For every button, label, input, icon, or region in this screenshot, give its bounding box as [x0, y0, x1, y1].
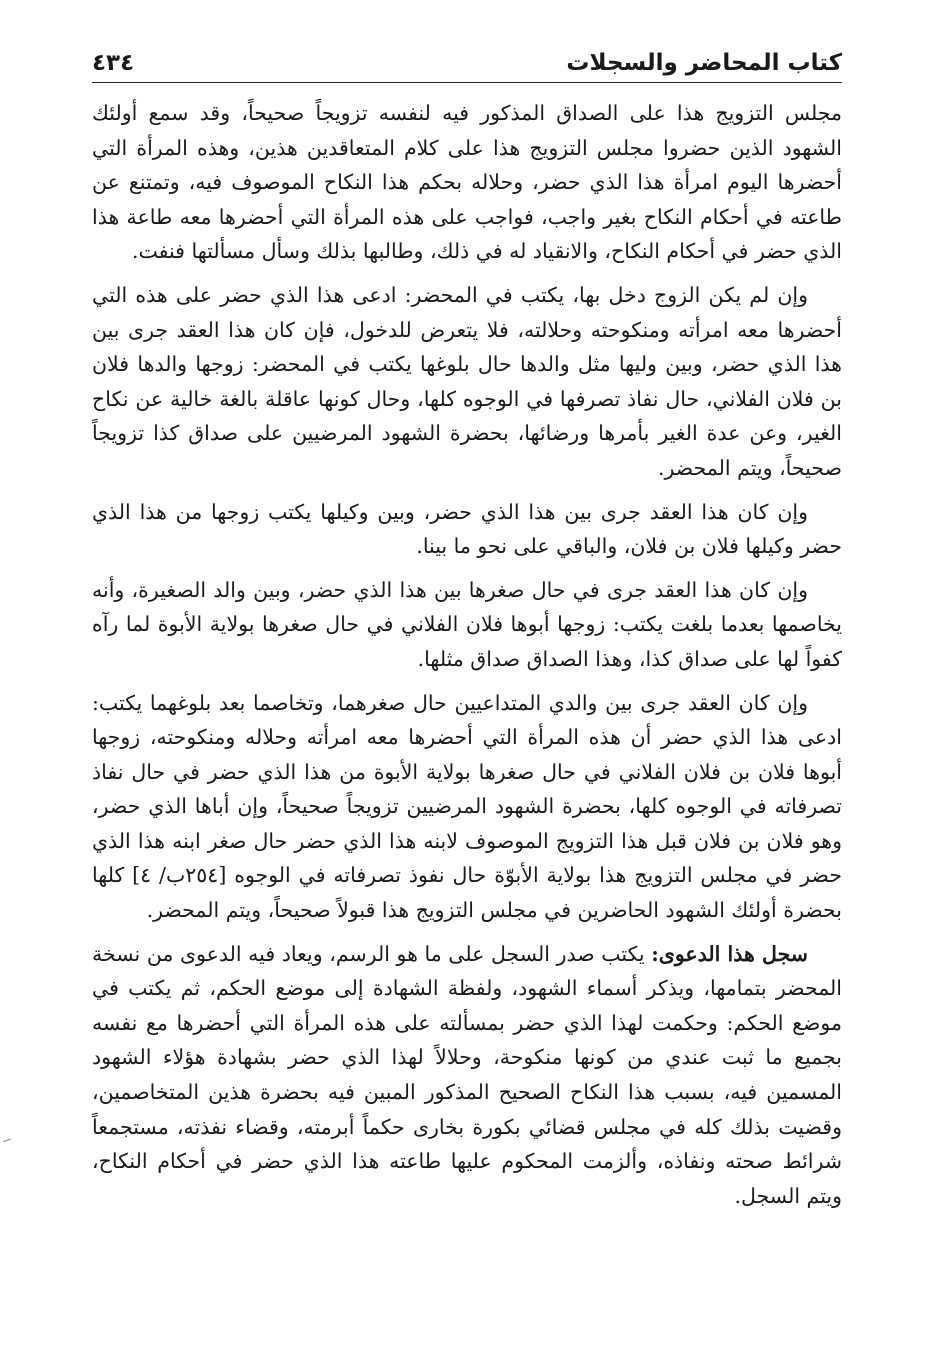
- section-lead-heading: سجل هذا الدعوى:: [651, 941, 808, 966]
- margin-mark: [1, 1133, 11, 1142]
- paragraph-5: وإن كان العقد جرى بين والدي المتداعيين حال صغرهما، وتخاصما بعد بلوغهما يكتب: ادعى هذا الذي حضر أن هذه المرأة التي أحضرها معه امرأته وحلاله ومنكوحته، زوجها أبوها فلان بن فلان الفلاني في حال صغرها بولاية الأبوة من هذا الذي حضر في حال نفاذ تصرفاته في الوجوه كلها، بحضرة الشهود المرضيين تزويجاً صحيحاً، وإن أباها الذي حضر، وهو فلان بن فلان قبل هذا التزويج الموصوف لابنه هذا الذي حضر حال صغر ابنه هذا الذي حضر في مجلس التزويج هذا بولاية الأبوّة حال نفوذ تصرفاته في الوجوه [٢٥٤ب/ ٤] كلها بحضرة أولئك الشهود الحاضرين في مجلس التزويج هذا قبولاً صحيحاً، ويتم المحضر.: [92, 690, 842, 923]
- header-divider: [92, 82, 842, 83]
- page-number: ٤٣٤: [92, 50, 135, 76]
- paragraph-1: مجلس التزويج هذا على الصداق المذكور فيه لنفسه تزويجاً صحيحاً، وقد سمع أولئك الشهود الذين حضروا مجلس التزويج هذا على كلام المتعاقدين هذين، وهذه المرأة التي أحضرها اليوم امرأة هذا الذي حضر، وحلاله بحكم هذا النكاح الموصوف فيه، وتمتنع عن طاعته في أحكام النكاح بغير واجب، فواجب على هذه المرأة التي أحضرها معه طاعة هذا الذي حضر في أحكام النكاح، والانقياد له في ذلك، وطالبها بذلك وسأل مسألتها فنفت.: [92, 101, 842, 264]
- page-header: [92, 38, 842, 78]
- page-body: [92, 96, 842, 1222]
- running-title: كتاب المحاضر والسجلات: [566, 50, 842, 76]
- paragraph-6-text: يكتب صدر السجل على ما هو الرسم، ويعاد فيه الدعوى من نسخة المحضر بتمامها، ويذكر أسماء الشهود، ولفظة الشهادة إلى موضع الحكم، ثم يكتب في موضع الحكم: وحكمت لهذا الذي حضر بمسألته على هذه المرأة التي أحضرها مع نفسه بجميع ما ثبت عندي من كونها منكوحة، وحلالاً لهذا الذي حضر بشهادة هؤلاء الشهود المسمين فيه، بسبب هذا النكاح الصحيح المذكور المبين فيه بحضرة هذين المتخاصمين، وقضيت بذلك كله في مجلس قضائي بكورة بخارى حكماً أبرمته، وقضاء نفذته، مستجمعاً شرائط صحته ونفاذه، وألزمت المحكوم عليها طاعته هذا الذي حضر في أحكام النكاح، ويتم السجل.: [92, 941, 843, 1208]
- paragraph-6: [92, 937, 842, 1214]
- paragraph-4: وإن كان هذا العقد جرى في حال صغرها بين هذا الذي حضر، وبين والد الصغيرة، وأنه يخاصمها بعدما بلغت يكتب: زوجها أبوها فلان الفلاني في حال صغرها بولاية الأبوة لما رآه كفواً لها على صداق كذا، وهذا الصداق صداق مثلها.: [92, 577, 842, 671]
- paragraph-2: وإن لم يكن الزوج دخل بها، يكتب في المحضر: ادعى هذا الذي حضر على هذه التي أحضرها معه امرأته ومنكوحته وحلالته، فلا يتعرض للدخول، فإن كان هذا العقد جرى بين هذا الذي حضر، وبين وليها مثل والدها حال بلوغها يكتب في المحضر: زوجها والدها فلان بن فلان الفلاني، حال نفاذ تصرفها في الوجوه كلها، وحال كونها عاقلة بالغة خالية عن نكاح الغير، وعن عدة الغير بأمرها ورضائها، بحضرة الشهود المرضيين على صداق كذا تزويجاً صحيحاً، ويتم المحضر.: [92, 282, 842, 480]
- paragraph-3: وإن كان هذا العقد جرى بين هذا الذي حضر، وبين وكيلها يكتب زوجها من هذا الذي حضر وكيلها فلان بن فلان، والباقي على نحو ما بينا.: [92, 499, 842, 559]
